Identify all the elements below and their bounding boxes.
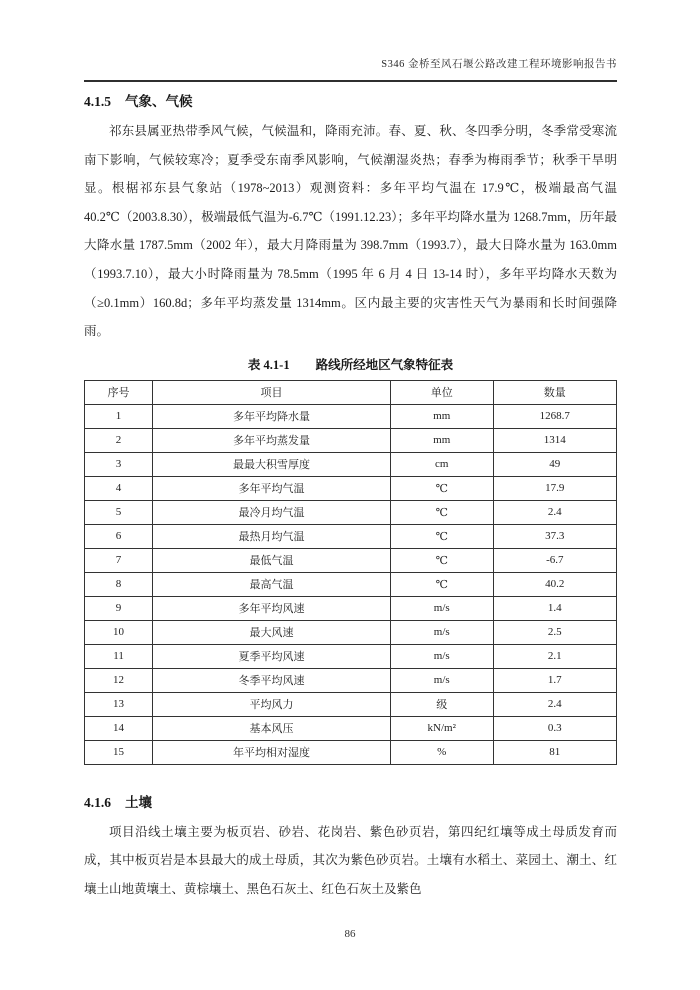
table-cell: 多年平均气温	[153, 476, 391, 500]
report-title: S346 金桥至风石堰公路改建工程环境影响报告书	[381, 59, 617, 70]
table-cell: m/s	[390, 596, 493, 620]
table-row	[85, 428, 617, 452]
table-cell: 11	[85, 644, 153, 668]
table-cell: 2	[85, 428, 153, 452]
table-column-header: 项目	[153, 380, 391, 404]
table-cell: 13	[85, 692, 153, 716]
table-caption	[84, 355, 617, 373]
table-cell: -6.7	[493, 548, 616, 572]
table-cell: mm	[390, 428, 493, 452]
table-cell: 6	[85, 524, 153, 548]
table-cell: 3	[85, 452, 153, 476]
table-cell: ℃	[390, 524, 493, 548]
table-row	[85, 572, 617, 596]
table-cell: %	[390, 740, 493, 764]
section-title: 气象、气候	[125, 94, 193, 109]
table-cell: 1314	[493, 428, 616, 452]
table-row	[85, 404, 617, 428]
table-cell: 多年平均蒸发量	[153, 428, 391, 452]
section-heading-415	[84, 90, 617, 110]
table-cell: 年平均相对湿度	[153, 740, 391, 764]
table-cell: 49	[493, 452, 616, 476]
climate-paragraph: 祁东县属亚热带季风气候，气候温和，降雨充沛。春、夏、秋、冬四季分明，冬季常受寒流南下影响，气候较寒冷；夏季受东南季风影响，气候潮湿炎热；春季为梅雨季节；秋季干旱明显。根椐祁东县气象站（1978~2013）观测资料：多年平均气温在 17.9℃，极端最高气温 40.2℃（2003.8.30），极端最低气温为-6.7℃（1991.12.23）；多年平均降水量为 1268.7mm，历年最大降水量 1787.5mm（2002 年），最大月降雨量为 398.7mm（1993.7），最大日降水量为 163.0mm（1993.7.10），最大小时降雨量为 78.5mm（1995 年 6 月 4 日 13-14 时），多年平均降水天数为（≥0.1mm）160.8d；多年平均蒸发量 1314mm。区内最主要的灾害性天气为暴雨和长时间强降雨。	[84, 124, 617, 339]
table-cell: 最冷月均气温	[153, 500, 391, 524]
table-cell: 基本风压	[153, 716, 391, 740]
table-cell: 级	[390, 692, 493, 716]
section-number: 4.1.5	[84, 94, 111, 109]
table-cell: 9	[85, 596, 153, 620]
table-cell: 最大风速	[153, 620, 391, 644]
table-row	[85, 644, 617, 668]
table-cell: 8	[85, 572, 153, 596]
table-cell: 平均风力	[153, 692, 391, 716]
table-cell: 多年平均降水量	[153, 404, 391, 428]
table-header-row	[85, 380, 617, 404]
table-cell: 最高气温	[153, 572, 391, 596]
table-row	[85, 452, 617, 476]
table-cell: 14	[85, 716, 153, 740]
table-cell: 10	[85, 620, 153, 644]
soil-paragraph: 项目沿线土壤主要为板页岩、砂岩、花岗岩、紫色砂页岩，第四纪红壤等成土母质发育而成，其中板页岩是本县最大的成土母质，其次为紫色砂页岩。土壤有水稻土、菜园土、潮土、红壤土山地黄壤土、黄棕壤土、黑色石灰土、红色石灰土及紫色	[84, 824, 617, 896]
table-cell: 81	[493, 740, 616, 764]
table-cell: mm	[390, 404, 493, 428]
table-cell: 1.7	[493, 668, 616, 692]
table-cell: m/s	[390, 620, 493, 644]
page-content	[84, 90, 617, 904]
table-cell: 2.4	[493, 500, 616, 524]
page-number: 86	[344, 928, 356, 940]
table-caption-text: 路线所经地区气象特征表	[315, 357, 454, 372]
table-row	[85, 692, 617, 716]
table-cell: 0.3	[493, 716, 616, 740]
table-cell: kN/m²	[390, 716, 493, 740]
table-cell: ℃	[390, 500, 493, 524]
table-cell: 最最大积雪厚度	[153, 452, 391, 476]
section-number: 4.1.6	[84, 794, 111, 810]
table-cell: 2.1	[493, 644, 616, 668]
table-row	[85, 500, 617, 524]
table-cell: 最热月均气温	[153, 524, 391, 548]
table-cell: 冬季平均风速	[153, 668, 391, 692]
table-cell: 12	[85, 668, 153, 692]
table-cell: ℃	[390, 476, 493, 500]
table-column-header: 数量	[493, 380, 616, 404]
table-cell: 2.5	[493, 620, 616, 644]
table-cell: ℃	[390, 572, 493, 596]
table-cell: 1	[85, 404, 153, 428]
table-row	[85, 476, 617, 500]
section-heading-416	[84, 791, 617, 811]
table-cell: 4	[85, 476, 153, 500]
page-footer	[0, 928, 700, 940]
table-column-header: 单位	[390, 380, 493, 404]
table-cell: 17.9	[493, 476, 616, 500]
table-cell: cm	[390, 452, 493, 476]
table-row	[85, 620, 617, 644]
section-title: 土壤	[125, 794, 152, 810]
running-header	[84, 56, 617, 82]
table-cell: 1.4	[493, 596, 616, 620]
table-row	[85, 524, 617, 548]
table-cell: m/s	[390, 668, 493, 692]
table-cell: 2.4	[493, 692, 616, 716]
table-cell: 37.3	[493, 524, 616, 548]
table-cell: 夏季平均风速	[153, 644, 391, 668]
table-cell: 多年平均风速	[153, 596, 391, 620]
table-caption-label: 表 4.1-1	[247, 357, 290, 372]
table-row	[85, 548, 617, 572]
table-cell: 5	[85, 500, 153, 524]
table-cell: 1268.7	[493, 404, 616, 428]
table-row	[85, 668, 617, 692]
table-cell: 40.2	[493, 572, 616, 596]
table-row	[85, 596, 617, 620]
table-cell: ℃	[390, 548, 493, 572]
table-row	[85, 716, 617, 740]
weather-characteristics-table	[84, 380, 617, 765]
table-cell: 最低气温	[153, 548, 391, 572]
table-cell: m/s	[390, 644, 493, 668]
table-column-header: 序号	[85, 380, 153, 404]
weather-table-body	[85, 404, 617, 764]
table-cell: 15	[85, 740, 153, 764]
table-row	[85, 740, 617, 764]
table-cell: 7	[85, 548, 153, 572]
